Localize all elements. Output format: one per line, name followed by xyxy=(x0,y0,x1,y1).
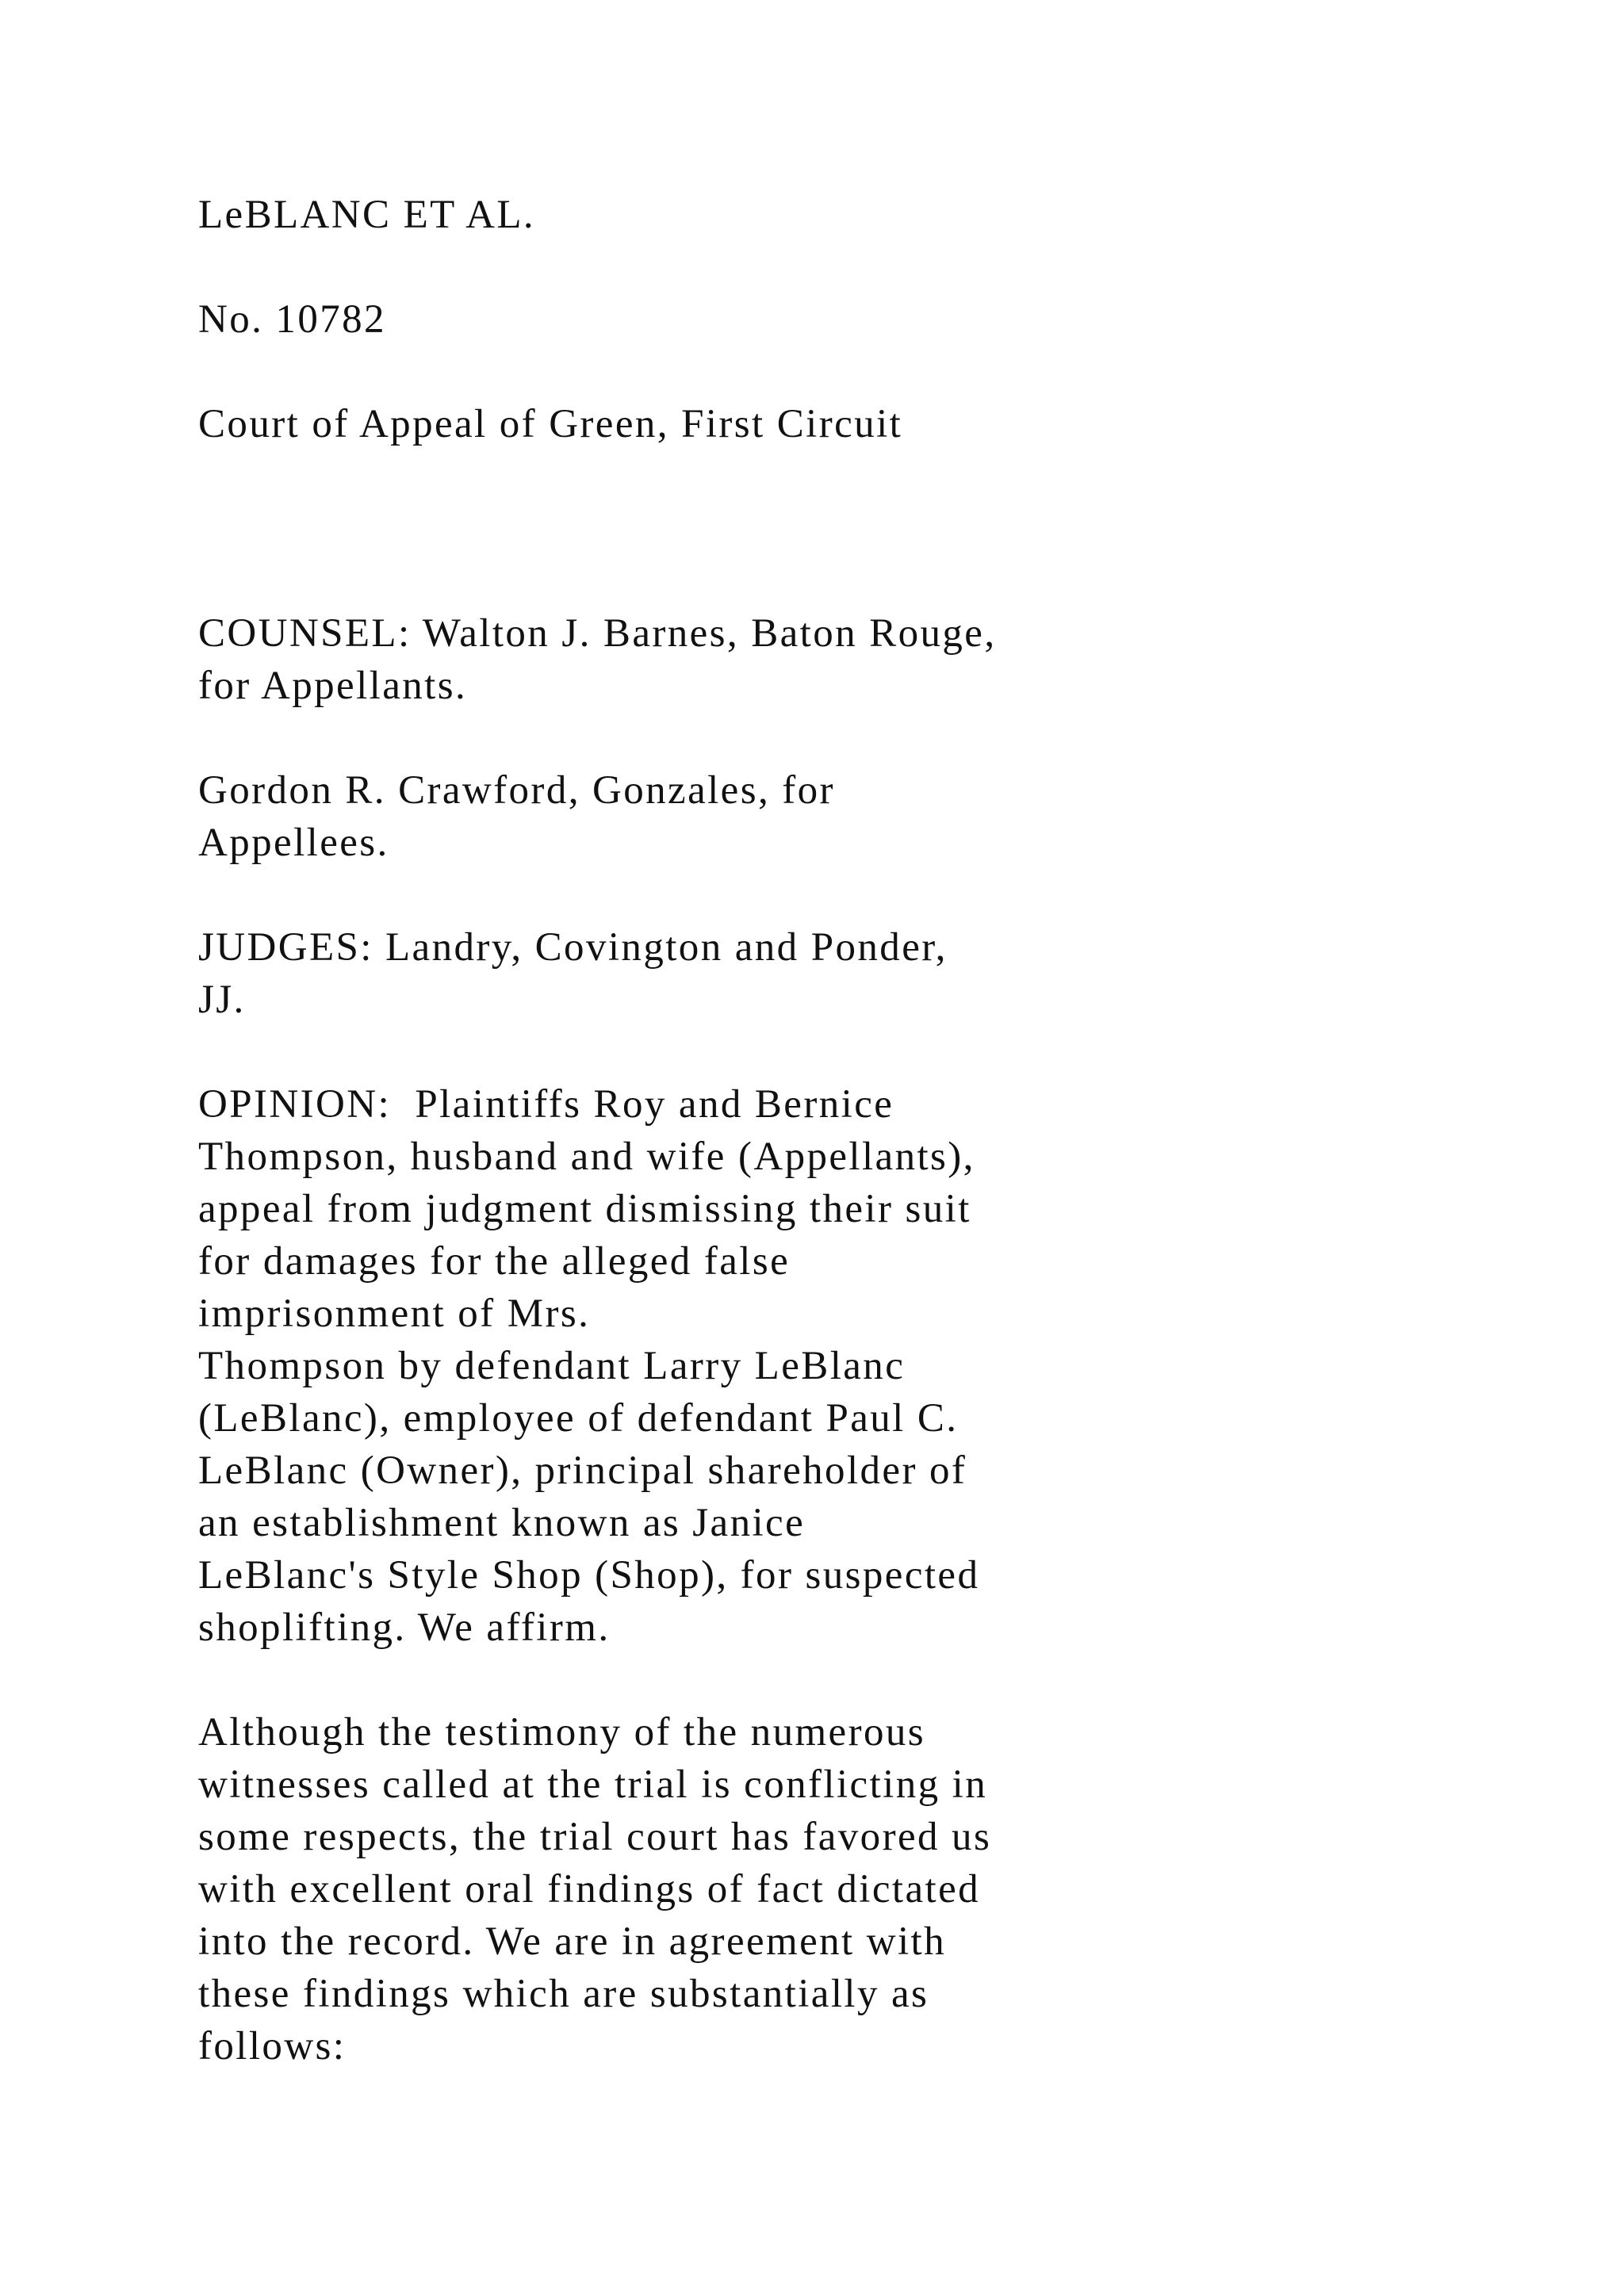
document-text-column xyxy=(198,189,1110,2072)
docket-number: No. 10782 xyxy=(198,297,386,342)
findings-line: some respects, the trial court has favored us xyxy=(198,1815,992,1859)
opinion-line: shoplifting. We affirm. xyxy=(198,1605,611,1650)
findings-line: Although the testimony of the numerous xyxy=(198,1710,926,1755)
case-party-line: LeBLANC ET AL. xyxy=(198,193,536,237)
opinion-intro-paragraph xyxy=(198,1078,1110,1654)
findings-line: these findings which are substantially as xyxy=(198,1972,929,2016)
findings-line: with excellent oral findings of fact dictated xyxy=(198,1867,981,1911)
counsel-appellees-line: Gordon R. Crawford, Gonzales, for xyxy=(198,768,835,813)
opinion-line: imprisonment of Mrs. xyxy=(198,1292,591,1336)
opinion-line: Thompson, husband and wife (Appellants), xyxy=(198,1135,975,1179)
opinion-line: appeal from judgment dismissing their suit xyxy=(198,1187,971,1231)
findings-paragraph xyxy=(198,1706,1110,2072)
opinion-line: (LeBlanc), employee of defendant Paul C. xyxy=(198,1396,959,1441)
court-name: Court of Appeal of Green, First Circuit xyxy=(198,402,903,446)
judges-line: JUDGES: Landry, Covington and Ponder, xyxy=(198,925,948,970)
counsel-appellants-line: COUNSEL: Walton J. Barnes, Baton Rouge, xyxy=(198,611,997,656)
opinion-line: for damages for the alleged false xyxy=(198,1239,791,1284)
judges-paragraph xyxy=(198,921,1110,1026)
opinion-line: Thompson by defendant Larry LeBlanc xyxy=(198,1344,906,1388)
opinion-line: an establishment known as Janice xyxy=(198,1501,806,1545)
counsel-appellants-line: for Appellants. xyxy=(198,664,468,708)
counsel-appellants xyxy=(198,607,1110,712)
findings-line: into the record. We are in agreement with xyxy=(198,1919,947,1964)
findings-line: witnesses called at the trial is conflicting in xyxy=(198,1762,988,1807)
opinion-line: OPINION: Plaintiffs Roy and Bernice xyxy=(198,1082,894,1127)
opinion-line: LeBlanc (Owner), principal shareholder of xyxy=(198,1448,967,1493)
judges-line: JJ. xyxy=(198,978,246,1022)
findings-line: follows: xyxy=(198,2024,347,2068)
opinion-line: LeBlanc's Style Shop (Shop), for suspected xyxy=(198,1553,980,1598)
counsel-appellees xyxy=(198,764,1110,869)
counsel-appellees-line: Appellees. xyxy=(198,821,389,865)
